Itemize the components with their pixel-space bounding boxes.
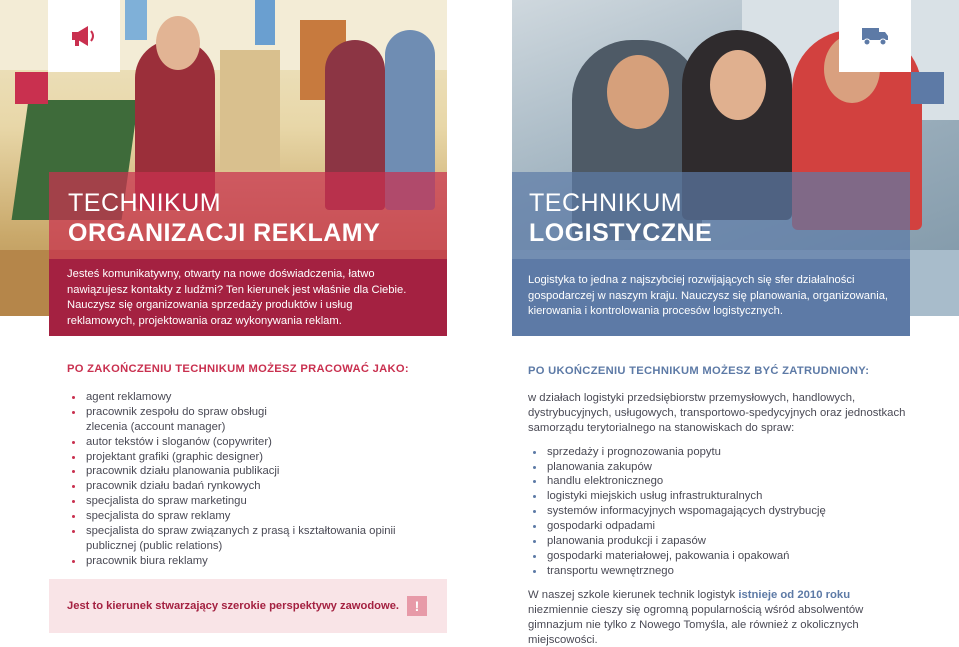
logistics-intro-line: gospodarczej w naszym kraju. Nauczysz się planowania, organizowania,	[528, 289, 889, 302]
advertising-careers-section	[67, 362, 427, 569]
job-item: pracownik biura reklamy	[67, 554, 427, 569]
advertising-intro	[49, 259, 447, 336]
logistics-careers-section	[528, 364, 908, 647]
perspectives-note-text: Jest to kierunek stwarzający szerokie perspektywy zawodowe.	[67, 600, 400, 612]
logistics-careers-heading: PO UKOŃCZENIU TECHNIKUM MOŻESZ BYĆ ZATRUDNIONY:	[528, 365, 870, 377]
advertising-careers-heading: PO ZAKOŃCZENIU TECHNIKUM MOŻESZ PRACOWAĆ JAKO:	[67, 363, 409, 375]
area-item: sprzedaży i prognozowania popytu	[528, 445, 908, 460]
logistics-areas-list	[528, 445, 908, 579]
accent-square-right	[911, 72, 944, 104]
logistics-closing-paragraph	[528, 588, 908, 647]
closing-text-start: W naszej szkole kierunek technik logistyk	[528, 588, 739, 601]
advertising-jobs-list	[67, 390, 427, 569]
job-item: projektant grafiki (graphic designer)	[67, 450, 427, 465]
job-item: pracownik działu planowania publikacji	[67, 464, 427, 479]
perspectives-note	[49, 579, 447, 633]
advertising-title-line2: ORGANIZACJI REKLAMY	[68, 219, 381, 247]
advertising-title-band	[49, 172, 447, 259]
closing-text-end: niezmiennie cieszy się ogromną popularnością wśród absolwentów gimnazjum nie tylko z Nowego Tomyśla, ale również z okolicznych miejscowości.	[528, 603, 864, 646]
area-item: gospodarki odpadami	[528, 519, 908, 534]
exclamation-icon: !	[407, 596, 427, 616]
job-item: pracownik zespołu do spraw obsługi zlecenia (account manager)	[67, 405, 427, 435]
logistics-title-band	[512, 172, 910, 259]
job-item: specjalista do spraw reklamy	[67, 509, 427, 524]
logistics-intro-line: kierowania i kontrolowania procesów logistycznych.	[528, 305, 783, 317]
accent-square-left	[15, 72, 48, 104]
logistics-intro-line: Logistyka to jedna z najszybciej rozwijających się sfer działalności	[528, 274, 855, 286]
area-item: logistyki miejskich usług infrastrukturalnych	[528, 489, 908, 504]
megaphone-icon	[70, 25, 98, 47]
job-item: agent reklamowy	[67, 390, 427, 405]
job-item: autor tekstów i sloganów (copywriter)	[67, 435, 427, 450]
advertising-intro-line: Jesteś komunikatywny, otwarty na nowe doświadczenia, łatwo	[67, 268, 375, 280]
advertising-intro-line: nawiązujesz kontakty z ludźmi? Ten kierunek jest właśnie dla Ciebie.	[67, 283, 407, 296]
advertising-title-line1: TECHNIKUM	[68, 189, 222, 217]
area-item: transportu wewnętrznego	[528, 564, 908, 579]
logistics-title-line1: TECHNIKUM	[529, 189, 683, 217]
logistics-intro	[512, 259, 910, 336]
job-item: specjalista do spraw marketingu	[67, 494, 427, 509]
megaphone-icon-box	[48, 0, 120, 72]
logistics-title-line2: LOGISTYCZNE	[529, 219, 713, 247]
truck-icon-box	[839, 0, 911, 72]
workplaces-intro: w działach logistyki przedsiębiorstw przemysłowych, handlowych, dystrybucyjnych, usługowych, transportowo-spedycyjnych oraz jednostkach samorządu terytorialnego na stanowiskach do spraw:	[528, 391, 906, 434]
area-item: systemów informacyjnych wspomagających dystrybucję	[528, 504, 908, 519]
area-item: planowania zakupów	[528, 460, 908, 475]
job-item: pracownik działu badań rynkowych	[67, 479, 427, 494]
area-item: planowania produkcji i zapasów	[528, 534, 908, 549]
area-item: handlu elektronicznego	[528, 474, 908, 489]
advertising-intro-line: Nauczysz się organizowania sprzedaży produktów i usług	[67, 299, 353, 311]
advertising-intro-line: reklamowych, projektowania oraz wykonywania reklam.	[67, 314, 342, 327]
closing-highlight: istnieje od 2010 roku	[738, 588, 851, 601]
area-item: gospodarki materiałowej, pakowania i opakowań	[528, 549, 908, 564]
job-item: specjalista do spraw związanych z prasą i kształtowania opinii publicznej (public relations)	[67, 524, 427, 554]
truck-icon	[861, 26, 889, 46]
